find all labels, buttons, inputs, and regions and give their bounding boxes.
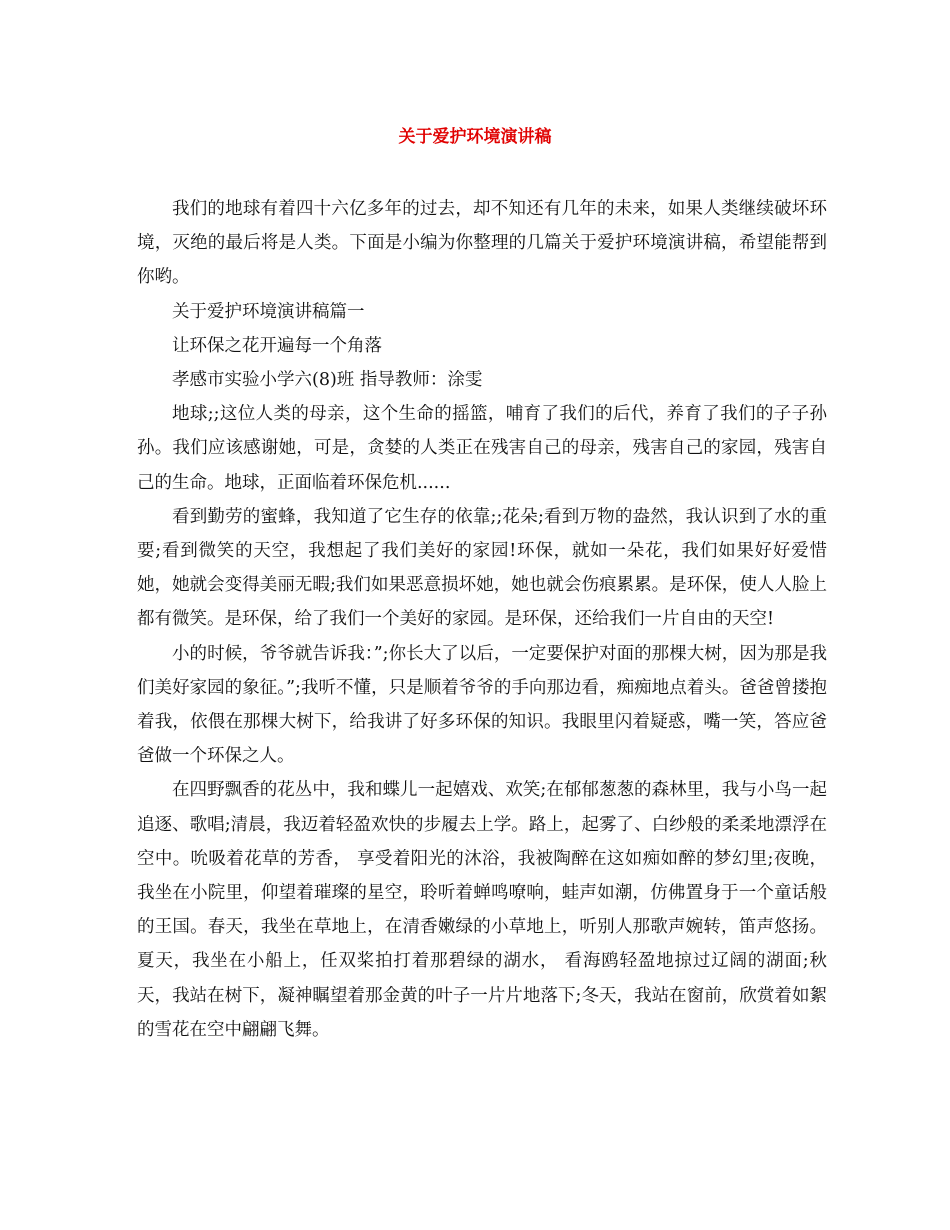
body-paragraph: 地球;;这位人类的母亲，这个生命的摇篮，哺育了我们的后代，养育了我们的子子孙孙。我们应该感谢她，可是，贪婪的人类正在残害自己的母亲，残害自己的家园，残害自己的生命。地球，正面临着环保危机...... bbox=[137, 404, 827, 493]
author-line: 孝感市实验小学六(8)班 指导教师：涂雯 bbox=[172, 370, 483, 391]
section-heading: 关于爱护环境演讲稿篇一 bbox=[172, 301, 365, 322]
document-body bbox=[137, 192, 827, 1047]
speech-title: 让环保之花开遍每一个角落 bbox=[172, 335, 382, 356]
body-paragraph: 小的时候，爷爷就告诉我：”;你长大了以后，一定要保护对面的那棵大树，因为那是我们美好家园的象征。”;我听不懂，只是顺着爷爷的手向那边看，痴痴地点着头。爸爸曾搂抱着我，依偎在那棵大树下，给我讲了好多环保的知识。我眼里闪着疑惑，嘴一笑，答应爸爸做一个环保之人。 bbox=[137, 643, 827, 767]
document-title: 关于爱护环境演讲稿 bbox=[398, 127, 552, 147]
intro-paragraph: 我们的地球有着四十六亿多年的过去，却不知还有几年的未来，如果人类继续破坏环境，灭绝的最后将是人类。下面是小编为你整理的几篇关于爱护环境演讲稿，希望能帮到你哟。 bbox=[137, 199, 827, 288]
body-paragraph: 看到勤劳的蜜蜂，我知道了它生存的依靠;;花朵;看到万物的盎然，我认识到了水的重要;看到微笑的天空，我想起了我们美好的家园!环保，就如一朵花，我们如果好好爱惜她，她就会变得美丽无暇;我们如果恶意损坏她，她也就会伤痕累累。是环保，使人人脸上都有微笑。是环保，给了我们一个美好的家园。是环保，还给我们一片自由的天空! bbox=[137, 506, 827, 630]
body-paragraph: 在四野飘香的花丛中，我和蝶儿一起嬉戏、欢笑;在郁郁葱葱的森林里，我与小鸟一起追逐、歌唱;清晨，我迈着轻盈欢快的步履去上学。路上，起雾了、白纱般的柔柔地漂浮在空中。吮吸着花草的芳香， 享受着阳光的沐浴，我被陶醉在这如痴如醉的梦幻里;夜晚，我坐在小院里，仰望着璀璨的星空，聆听着蝉鸣嘹响，蛙声如潮，仿佛置身于一个童话般的王国。春天，我坐在草地上，在清香嫩绿的小草地上，听别人那歌声婉转，笛声悠扬。 夏天，我坐在小船上，任双桨拍打着那碧绿的湖水， 看海鸥轻盈地掠过辽阔的湖面;秋天，我站在树下，凝神瞩望着那金黄的叶子一片片地落下;冬天，我站在窗前，欣赏着如絮的雪花在空中翩翩飞舞。 bbox=[137, 780, 827, 1040]
